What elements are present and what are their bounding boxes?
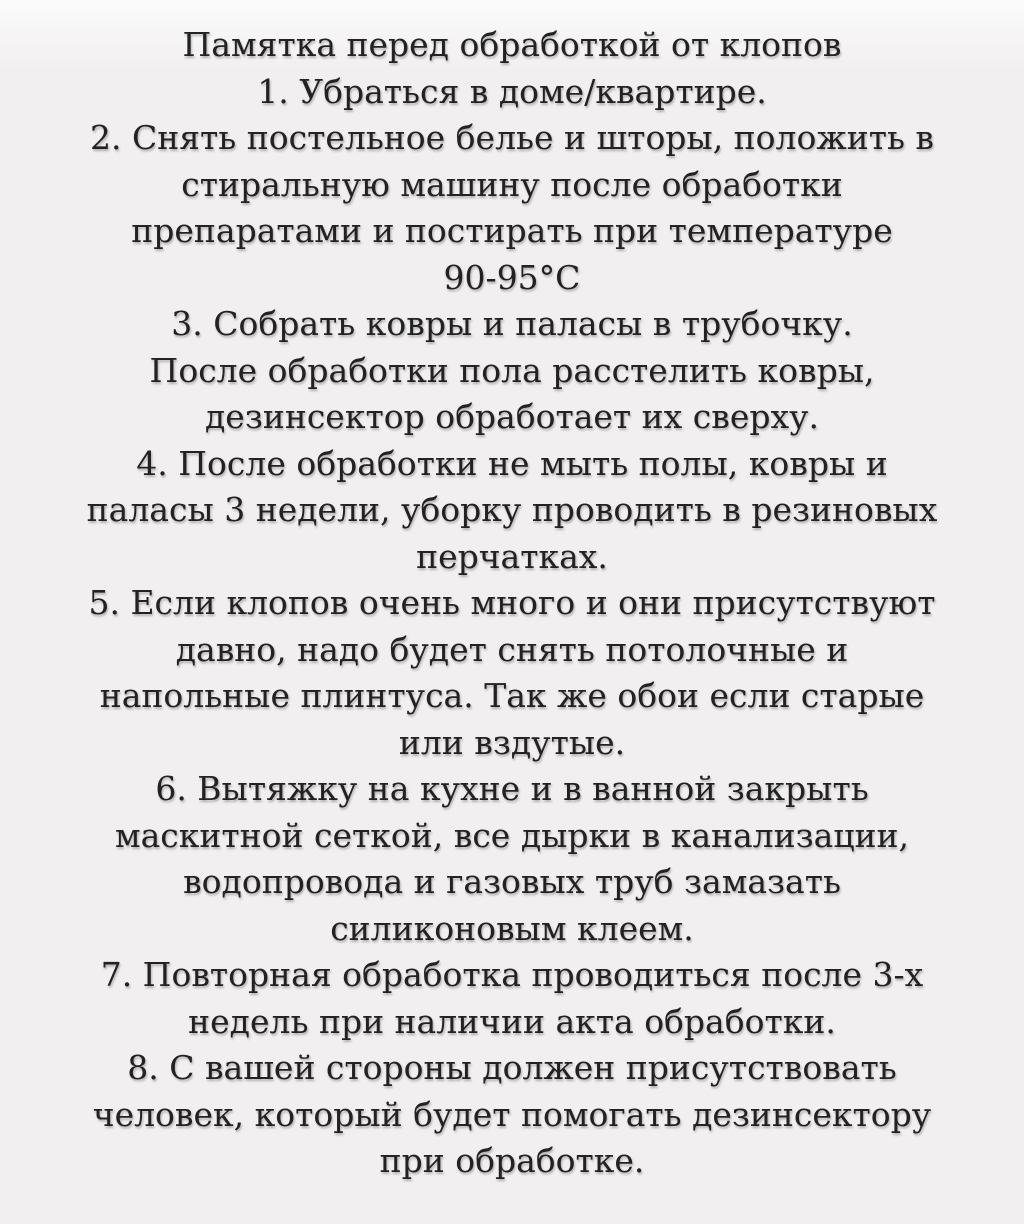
memo-line: После обработки пола расстелить ковры, bbox=[149, 350, 875, 390]
memo-line: при обработке. bbox=[379, 1141, 645, 1180]
memo-line: 4. После обработки не мыть полы, ковры и bbox=[136, 443, 888, 483]
memo-line: человек, который будет помогать дезинсектору bbox=[92, 1094, 932, 1134]
memo-line: препаратами и постирать при температуре bbox=[131, 211, 893, 250]
memo-line: 90-95°С bbox=[443, 257, 581, 297]
memo-line: или вздутые. bbox=[398, 722, 626, 762]
memo-line: 3. Собрать ковры и паласы в трубочку. bbox=[171, 304, 853, 343]
memo-line: паласы 3 недели, уборку проводить в резиновых bbox=[86, 490, 938, 529]
memo-line: 6. Вытяжку на кухне и в ванной закрыть bbox=[155, 769, 869, 808]
memo-line: 5. Если клопов очень много и они присутствуют bbox=[88, 583, 936, 622]
memo-line: 2. Снять постельное белье и шторы, положить в bbox=[89, 118, 935, 157]
memo-line: перчатках. bbox=[416, 536, 608, 576]
memo-line: давно, надо будет снять потолочные и bbox=[175, 629, 849, 669]
memo-text-block bbox=[0, 22, 1024, 1185]
memo-line: 1. Убраться в доме/квартире. bbox=[257, 71, 767, 111]
memo-line: 8. С вашей стороны должен присутствовать bbox=[127, 1048, 897, 1087]
memo-line: недель при наличии акта обработки. bbox=[188, 1001, 836, 1041]
memo-line: маскитной сеткой, все дырки в канализации, bbox=[114, 815, 910, 855]
memo-line: водопровода и газовых труб замазать bbox=[183, 862, 841, 901]
memo-line: 7. Повторная обработка проводиться после 3-х bbox=[100, 955, 924, 994]
memo-line: напольные плинтуса. Так же обои если старые bbox=[99, 676, 925, 715]
memo-line: дезинсектор обработает их сверху. bbox=[204, 397, 819, 436]
memo-line: стиральную машину после обработки bbox=[181, 164, 843, 204]
memo-title: Памятка перед обработкой от клопов bbox=[182, 25, 842, 64]
memo-line: силиконовым клеем. bbox=[330, 908, 694, 948]
